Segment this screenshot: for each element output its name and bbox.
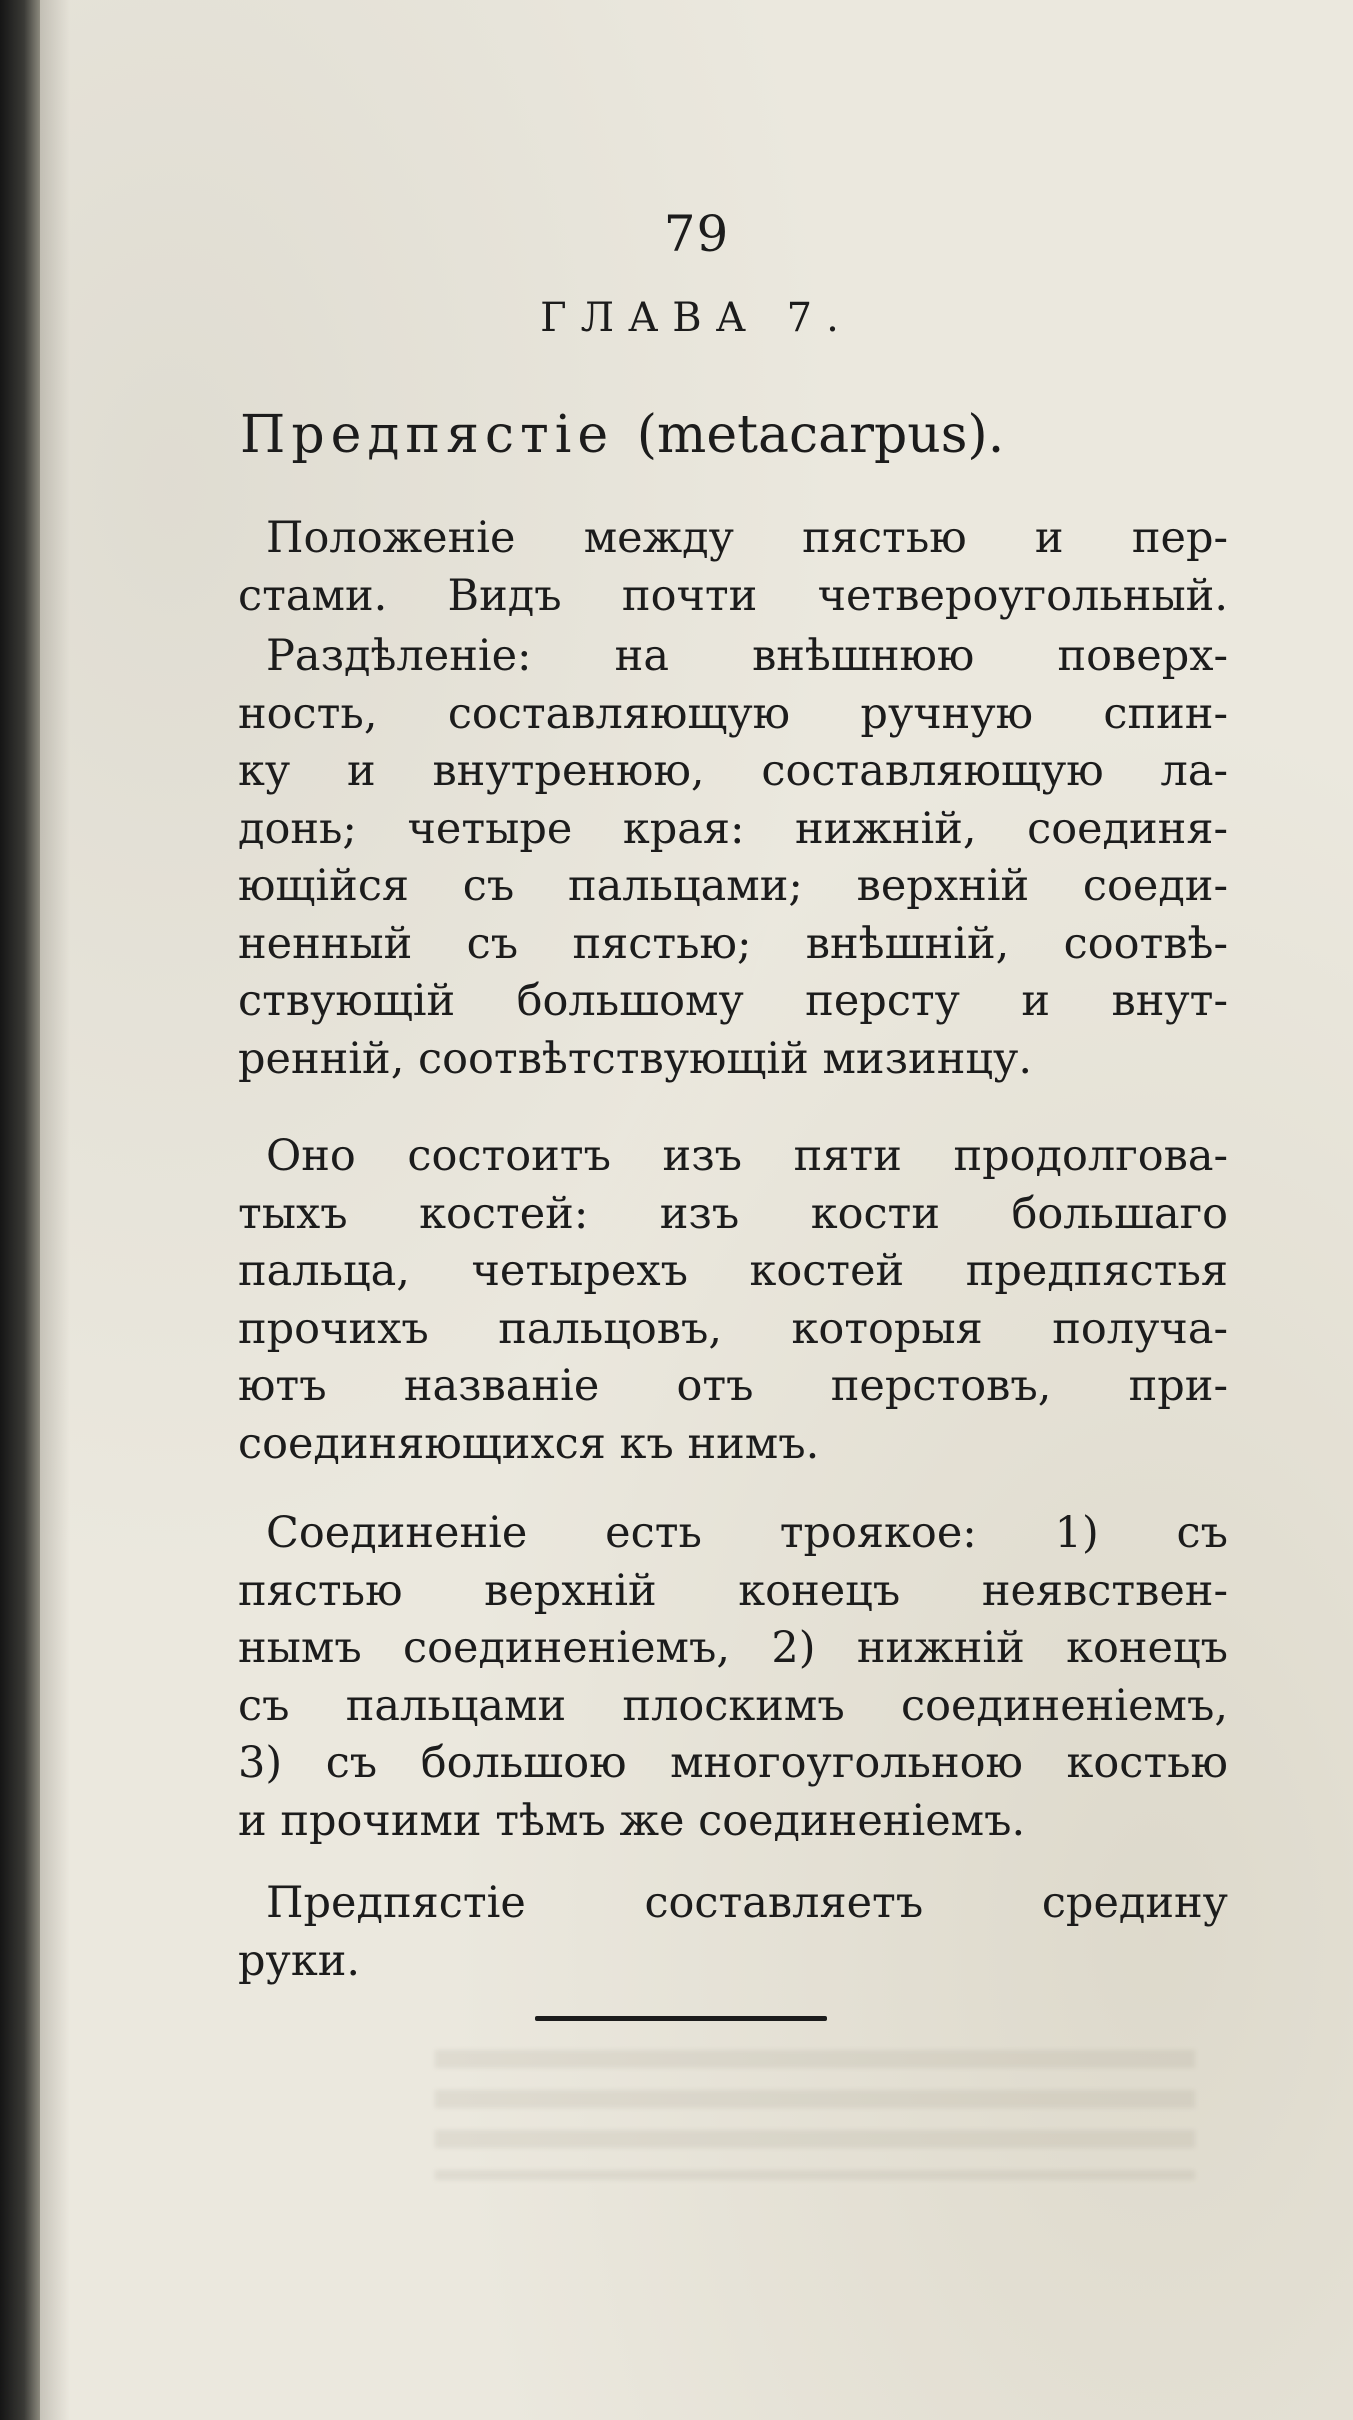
section-title-latin: (metacarpus). <box>636 405 1005 465</box>
text-line: Положеніе между пястью и пер- <box>266 513 1228 563</box>
section-divider-rule <box>535 2016 827 2021</box>
book-spine-shadow <box>0 0 40 2420</box>
text-line: Раздѣленіе: на внѣшнюю поверх- <box>266 631 1228 681</box>
text-line: ютъ названіе отъ перстовъ, при- <box>238 1361 1228 1411</box>
book-page <box>40 0 1353 2420</box>
text-line: стами. Видъ почти четвероугольный. <box>238 570 1228 621</box>
text-line: Оно состоитъ изъ пяти продолгова- <box>266 1131 1228 1181</box>
text-line: ющійся съ пальцами; верхній соеди- <box>238 861 1228 911</box>
paragraph-division <box>238 628 1228 1088</box>
text-line: руки. <box>238 1935 361 1986</box>
text-line: соединяющихся къ нимъ. <box>238 1418 820 1469</box>
paragraph-composition <box>238 1128 1228 1473</box>
text-line: прочихъ пальцовъ, которыя получа- <box>238 1303 1228 1354</box>
text-line: ренній, соотвѣтствующій мизинцу. <box>238 1033 1032 1084</box>
text-line: и прочими тѣмъ же соединеніемъ. <box>238 1795 1026 1846</box>
text-line: 3) съ большою многоугольною костью <box>238 1738 1228 1788</box>
paragraph-summary <box>238 1875 1228 1990</box>
chapter-heading: ГЛАВА 7. <box>540 295 853 341</box>
show-through-from-reverse-page <box>435 2050 1195 2180</box>
paragraph-position <box>238 510 1228 625</box>
text-line: ствующій большому персту и внут- <box>238 976 1228 1026</box>
text-line: Соединеніе есть троякое: 1) съ <box>266 1508 1228 1558</box>
paragraph-connection <box>238 1505 1228 1850</box>
text-line: ку и внутренюю, составляющую ла- <box>238 746 1228 796</box>
text-line: тыхъ костей: изъ кости большаго <box>238 1188 1228 1239</box>
text-line: Предпястіе составляетъ средину <box>266 1878 1228 1928</box>
text-line: съ пальцами плоскимъ соединеніемъ, <box>238 1680 1228 1731</box>
text-line: пальца, четырехъ костей предпястья <box>238 1246 1228 1296</box>
text-line: пястью верхній конецъ неявствен- <box>238 1565 1228 1616</box>
text-line: ненный съ пястью; внѣшній, соотвѣ- <box>238 918 1228 969</box>
text-line: донь; четыре края: нижній, соединя- <box>238 803 1228 854</box>
text-line: ность, составляющую ручную спин- <box>238 688 1228 739</box>
text-line: нымъ соединеніемъ, 2) нижній конецъ <box>238 1623 1228 1673</box>
section-title <box>240 405 1250 465</box>
page-number: 79 <box>663 205 730 263</box>
section-title-russian: Предпястіе <box>240 405 615 465</box>
